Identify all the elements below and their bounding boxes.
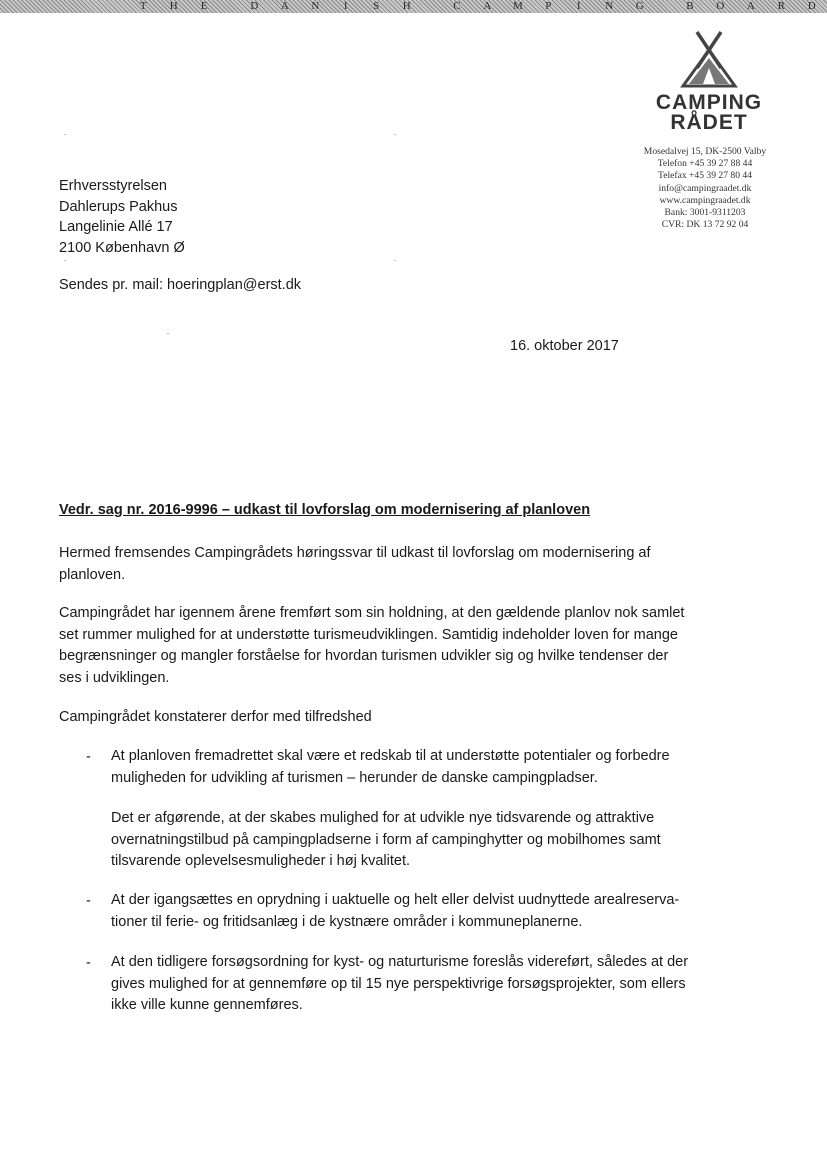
bullet-marker: - (86, 893, 91, 909)
band-letter: N (605, 0, 614, 12)
text-line: At den tidligere forsøgsordning for kyst- og naturturisme foreslås videreført, således at der (111, 954, 689, 970)
recipient-line: Langelinie Allé 17 (59, 219, 173, 235)
logo-line1: CAMPING (655, 91, 763, 114)
text-line: Det er afgørende, at der skabes mulighed for at udvikle nye tidsvarende og attraktive (111, 810, 655, 826)
paragraph-intro (59, 543, 739, 586)
contact-phone: Telefon +45 39 27 88 44 (657, 158, 753, 170)
band-letter: M (512, 0, 523, 12)
band-letter: H (169, 0, 178, 12)
bullet-item-3 (111, 952, 751, 1017)
band-letter: H (402, 0, 411, 12)
band-letter: A (483, 0, 492, 12)
band-letter: B (686, 0, 694, 12)
contact-email: info@campingraadet.dk (658, 182, 752, 194)
text-line: begrænsninger og mangler forståelse for hvordan turismen udvikler sig og hvilke tendenser der (59, 648, 669, 664)
band-letter: N (311, 0, 320, 12)
text-line: At planloven fremadrettet skal være et redskab til at understøtte potentialer og forbedre (111, 748, 670, 764)
letter-date: 16. oktober 2017 (510, 338, 619, 354)
recipient-line: Erhversstyrelsen (59, 178, 167, 194)
recipient-line: 2100 København Ø (59, 239, 185, 256)
subject-line: Vedr. sag nr. 2016-9996 – udkast til lovforslag om modernisering af planloven (59, 502, 591, 518)
bullet-item-1-subparagraph (111, 808, 751, 873)
text-line: tilsvarende oplevelsesmuligheder i høj kvalitet. (111, 853, 411, 869)
band-letter (219, 0, 239, 12)
band-letter: D (807, 0, 816, 12)
text-line: Campingrådet har igennem årene fremført som sin holdning, at den gældende planlov nok samlet (59, 605, 685, 621)
band-letter: D (250, 0, 259, 12)
contact-cvr: CVR: DK 13 72 92 04 (661, 219, 749, 231)
text-line: set rummer mulighed for at understøtte turismeudviklingen. Samtidig indeholder loven for mange (59, 626, 678, 643)
bullet-item-2 (111, 890, 751, 933)
bullet-marker: - (86, 955, 91, 971)
campingraadet-logo (641, 28, 777, 134)
band-letter: A (280, 0, 289, 12)
band-letter: G (635, 0, 644, 12)
band-letter: T (139, 0, 147, 12)
tent-icon (669, 28, 749, 92)
sender-contact-block (630, 146, 780, 231)
band-letter: A (746, 0, 755, 12)
contact-fax: Telefax +45 39 27 80 44 (658, 170, 752, 182)
bullet-marker: - (86, 749, 91, 765)
contact-website: www.campingraadet.dk (659, 194, 751, 206)
band-letter: R (777, 0, 785, 12)
text-line: Hermed fremsendes Campingrådets høringssvar til udkast til lovforslag om modernisering af (59, 545, 651, 561)
text-line: Campingrådet konstaterer derfor med tilfredshed (59, 709, 372, 725)
scan-speck (394, 134, 396, 135)
letterhead-band-text (0, 0, 827, 12)
band-letter: O (716, 0, 725, 12)
text-line: ikke ville kunne gennemføres. (111, 997, 303, 1013)
band-letter (655, 0, 675, 12)
band-letter (422, 0, 442, 12)
band-letter: I (343, 0, 348, 12)
mail-line: Sendes pr. mail: hoeringplan@erst.dk (59, 277, 302, 293)
band-letter: S (373, 0, 380, 12)
text-line: ses i udviklingen. (59, 669, 170, 686)
band-letter: C (453, 0, 461, 12)
text-line: muligheden for udvikling af turismen – herunder de danske campingpladser. (111, 769, 598, 786)
bullet-item-1 (111, 746, 751, 789)
letterhead-band (0, 0, 827, 13)
recipient-address (59, 176, 185, 258)
text-line: planloven. (59, 566, 126, 583)
scan-speck (167, 333, 169, 334)
text-line: tioner til ferie- og fritidsanlæg i de kystnære områder i kommuneplanerne. (111, 913, 583, 930)
paragraph-conclusion (59, 707, 739, 729)
scan-speck (64, 134, 66, 135)
band-letter: E (200, 0, 208, 12)
scan-speck (64, 260, 66, 261)
paragraph-position (59, 603, 739, 689)
text-line: gives mulighed for at gennemføre op til 15 nye perspektivrige forsøgsprojekter, som ellers (111, 975, 686, 992)
logo-line2: RÅDET (670, 111, 748, 134)
text-line: At der igangsættes en oprydning i uaktuelle og helt eller delvist uudnyttede arealreserva- (111, 892, 680, 908)
scan-speck (394, 260, 396, 261)
band-letter: I (576, 0, 581, 12)
band-letter: P (545, 0, 552, 12)
recipient-line: Dahlerups Pakhus (59, 198, 178, 215)
contact-address: Mosedalvej 15, DK-2500 Valby (643, 146, 767, 157)
text-line: overnatningstilbud på campingpladserne i form af campinghytter og mobilhomes samt (111, 831, 661, 848)
contact-bank: Bank: 3001-9311203 (664, 207, 746, 219)
